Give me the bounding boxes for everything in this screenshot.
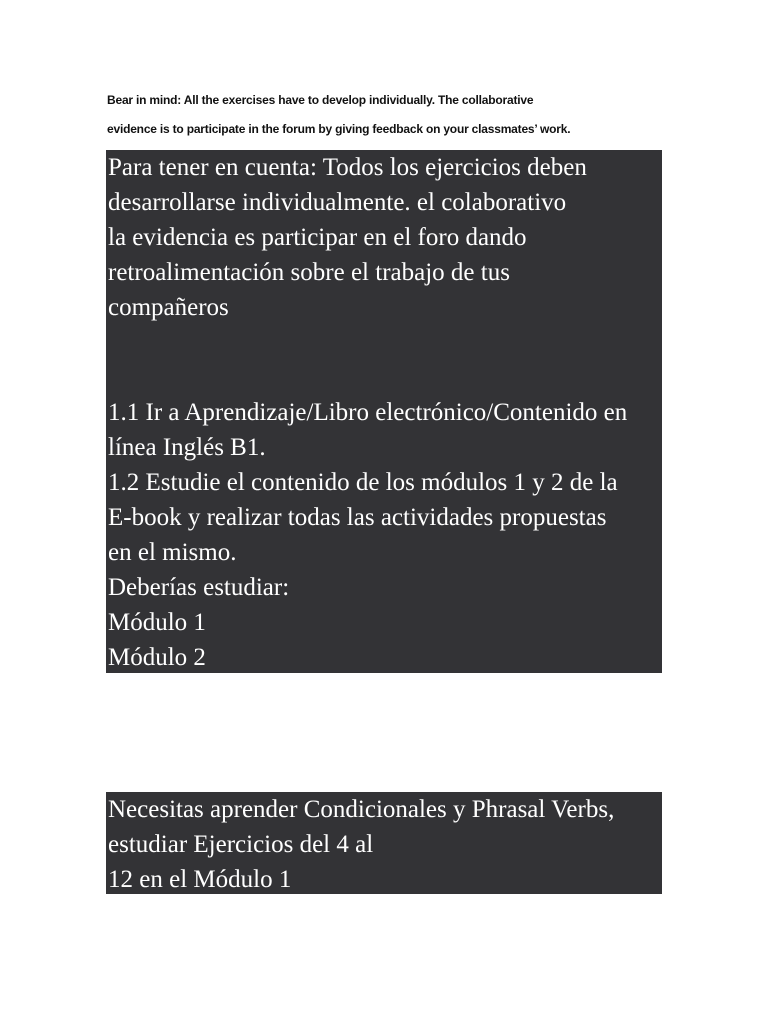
english-note-line-1: Bear in mind: All the exercises have to develop individually. The collaborative [107, 93, 534, 107]
grammar-line: Necesitas aprender Condicionales y Phrasal Verbs, [108, 796, 615, 823]
grammar-line: estudiar Ejercicios del 4 al [108, 831, 374, 858]
grammar-line: 12 en el Módulo 1 [108, 866, 292, 893]
step-line: en el mismo. [108, 539, 237, 566]
step-line: 1.2 Estudie el contenido de los módulos 1 y 2 de la [108, 469, 618, 496]
translation-line: compañeros [108, 294, 229, 321]
grammar-box [106, 792, 662, 894]
paragraph-gap [108, 325, 660, 395]
translation-line: retroalimentación sobre el trabajo de tus [108, 259, 510, 286]
translation-line: desarrollarse individualmente. el colaborativo [108, 189, 567, 216]
step-line: Módulo 1 [108, 609, 206, 636]
step-line: Deberías estudiar: [108, 574, 290, 601]
translation-line: la evidencia es participar en el foro dando [108, 224, 527, 251]
step-line: E-book y realizar todas las actividades propuestas [108, 504, 607, 531]
step-line: Módulo 2 [108, 644, 206, 671]
step-line: línea Inglés B1. [108, 434, 266, 461]
translation-box [106, 150, 662, 673]
english-note-line-2: evidence is to participate in the forum by giving feedback on your classmates’ work. [107, 122, 571, 136]
step-line: 1.1 Ir a Aprendizaje/Libro electrónico/Contenido en [108, 399, 628, 426]
translation-line: Para tener en cuenta: Todos los ejercicios deben [108, 154, 587, 181]
